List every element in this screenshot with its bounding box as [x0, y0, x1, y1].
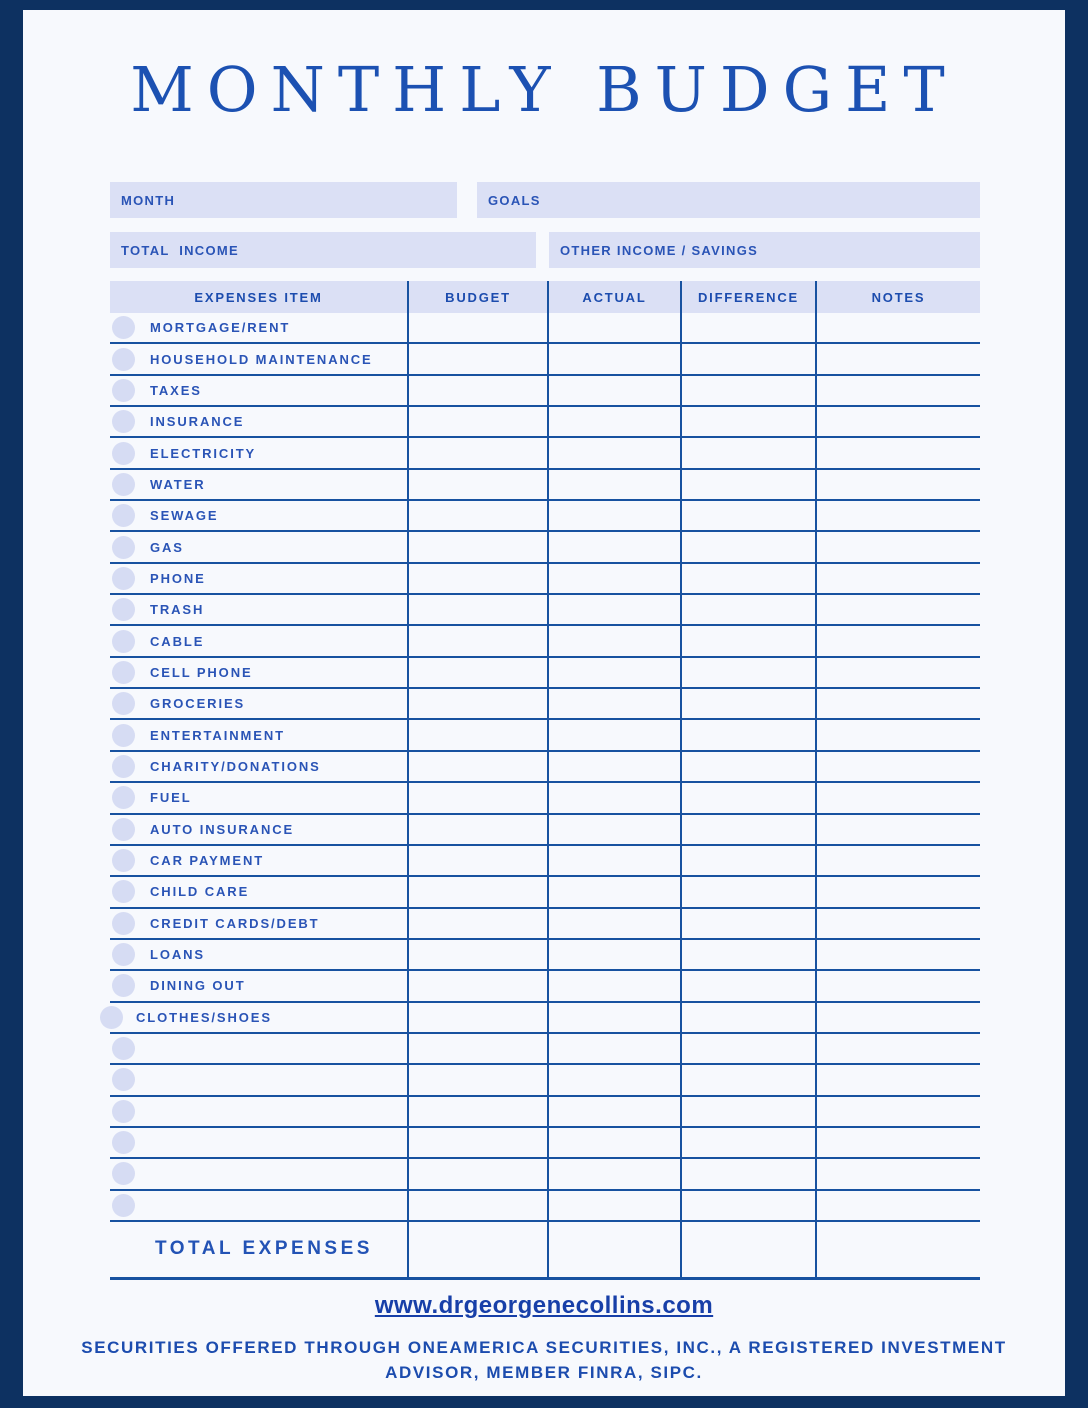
expense-item-cell	[110, 971, 407, 1000]
expense-item-cell	[110, 1097, 407, 1126]
notes-cell[interactable]	[815, 971, 980, 1000]
notes-cell[interactable]	[815, 626, 980, 655]
actual-cell[interactable]	[547, 752, 680, 781]
notes-cell[interactable]	[815, 846, 980, 875]
bullet-circle-icon	[112, 1162, 135, 1185]
bullet-circle-icon	[112, 661, 135, 684]
bullet-circle-icon	[112, 348, 135, 371]
bullet-circle-icon	[112, 724, 135, 747]
actual-cell[interactable]	[547, 532, 680, 561]
expense-item-cell	[110, 407, 407, 436]
bullet-circle-icon	[112, 1194, 135, 1217]
total-income-field[interactable]	[110, 232, 536, 268]
bullet-circle-icon	[112, 1100, 135, 1123]
total-income-field-label: TOTAL INCOME	[121, 242, 240, 258]
securities-disclaimer	[23, 1335, 1065, 1386]
header-budget: BUDGET	[407, 281, 547, 313]
notes-cell[interactable]	[815, 1191, 980, 1220]
notes-cell[interactable]	[815, 1159, 980, 1188]
bullet-circle-icon	[112, 974, 135, 997]
expense-item-label: CREDIT CARDS/DEBT	[150, 915, 320, 931]
budget-cell[interactable]	[407, 877, 547, 906]
expense-row	[110, 1003, 980, 1034]
total-difference-cell[interactable]	[680, 1222, 815, 1277]
budget-cell[interactable]	[407, 564, 547, 593]
actual-cell[interactable]	[547, 1159, 680, 1188]
difference-cell[interactable]	[680, 501, 815, 530]
expense-row	[110, 689, 980, 720]
expenses-table	[110, 281, 980, 1280]
expense-item-label: CAR PAYMENT	[150, 853, 265, 869]
bullet-circle-icon	[112, 410, 135, 433]
expense-row	[110, 407, 980, 438]
difference-cell[interactable]	[680, 344, 815, 373]
bullet-circle-icon	[112, 630, 135, 653]
expense-row	[110, 501, 980, 532]
budget-cell[interactable]	[407, 971, 547, 1000]
expense-item-cell	[110, 877, 407, 906]
empty-expense-row	[110, 1159, 980, 1190]
expense-row	[110, 564, 980, 595]
bullet-circle-icon	[112, 880, 135, 903]
difference-cell[interactable]	[680, 689, 815, 718]
page-title: MONTHLY BUDGET	[130, 53, 958, 126]
difference-cell[interactable]	[680, 376, 815, 405]
expense-item-cell	[110, 438, 407, 467]
notes-cell[interactable]	[815, 344, 980, 373]
expense-item-label: TRASH	[150, 602, 205, 618]
total-expenses-label: TOTAL EXPENSES	[155, 1238, 373, 1260]
difference-cell[interactable]	[680, 626, 815, 655]
table-header-row	[110, 281, 980, 313]
bullet-circle-icon	[112, 567, 135, 590]
bullet-circle-icon	[112, 755, 135, 778]
budget-cell[interactable]	[407, 501, 547, 530]
expense-item-label: FUEL	[150, 790, 192, 806]
bullet-circle-icon	[112, 504, 135, 527]
actual-cell[interactable]	[547, 626, 680, 655]
difference-cell[interactable]	[680, 1159, 815, 1188]
header-expenses-item: EXPENSES ITEM	[194, 289, 323, 305]
difference-cell[interactable]	[680, 407, 815, 436]
notes-cell[interactable]	[815, 940, 980, 969]
actual-cell[interactable]	[547, 376, 680, 405]
actual-cell[interactable]	[547, 689, 680, 718]
expense-item-label: CLOTHES/SHOES	[136, 1009, 272, 1025]
actual-cell[interactable]	[547, 1034, 680, 1063]
expense-item-cell	[110, 470, 407, 499]
actual-cell[interactable]	[547, 407, 680, 436]
difference-cell[interactable]	[680, 438, 815, 467]
expense-item-label: INSURANCE	[150, 414, 245, 430]
difference-cell[interactable]	[680, 1034, 815, 1063]
difference-cell[interactable]	[680, 720, 815, 749]
actual-cell[interactable]	[547, 971, 680, 1000]
actual-cell[interactable]	[547, 940, 680, 969]
expense-item-cell	[110, 1034, 407, 1063]
expense-row	[110, 313, 980, 344]
other-income-savings-field-label: OTHER INCOME / SAVINGS	[560, 242, 759, 258]
budget-cell[interactable]	[407, 470, 547, 499]
expense-item-label: CELL PHONE	[150, 664, 253, 680]
total-expenses-label-cell	[110, 1222, 407, 1277]
disclaimer-line-1: SECURITIES OFFERED THROUGH ONEAMERICA SECURITIES, INC., A REGISTERED INVESTMENT	[81, 1337, 1007, 1357]
expense-row	[110, 376, 980, 407]
expense-row	[110, 532, 980, 563]
notes-cell[interactable]	[815, 407, 980, 436]
goals-field-label: GOALS	[488, 192, 541, 208]
footer	[23, 1292, 1065, 1320]
actual-cell[interactable]	[547, 501, 680, 530]
notes-cell[interactable]	[815, 909, 980, 938]
empty-expense-row	[110, 1065, 980, 1096]
budget-cell[interactable]	[407, 689, 547, 718]
expense-row	[110, 815, 980, 846]
bullet-circle-icon	[112, 912, 135, 935]
notes-cell[interactable]	[815, 532, 980, 561]
budget-cell[interactable]	[407, 1191, 547, 1220]
actual-cell[interactable]	[547, 783, 680, 812]
expense-item-label: MORTGAGE/RENT	[150, 320, 291, 336]
goals-field[interactable]	[477, 182, 980, 218]
fields-row-1	[110, 182, 980, 218]
expense-row	[110, 846, 980, 877]
expense-item-label: DINING OUT	[150, 978, 246, 994]
expense-row	[110, 595, 980, 626]
expense-item-cell	[110, 689, 407, 718]
budget-cell[interactable]	[407, 783, 547, 812]
budget-cell[interactable]	[407, 752, 547, 781]
actual-cell[interactable]	[547, 438, 680, 467]
expense-item-cell	[110, 313, 407, 342]
bullet-circle-icon	[112, 943, 135, 966]
expense-item-cell	[110, 1191, 407, 1220]
expense-item-label: LOANS	[150, 947, 205, 963]
expense-item-label: WATER	[150, 476, 206, 492]
difference-cell[interactable]	[680, 1191, 815, 1220]
header-actual: ACTUAL	[547, 281, 680, 313]
total-budget-cell[interactable]	[407, 1222, 547, 1277]
expense-item-cell	[110, 1065, 407, 1094]
actual-cell[interactable]	[547, 313, 680, 342]
bullet-circle-icon	[112, 316, 135, 339]
expense-item-label: GAS	[150, 539, 184, 555]
empty-expense-row	[110, 1097, 980, 1128]
difference-cell[interactable]	[680, 658, 815, 687]
budget-cell[interactable]	[407, 1065, 547, 1094]
total-actual-cell[interactable]	[547, 1222, 680, 1277]
header-notes: NOTES	[815, 281, 980, 313]
expense-item-cell	[110, 344, 407, 373]
difference-cell[interactable]	[680, 815, 815, 844]
notes-cell[interactable]	[815, 783, 980, 812]
expense-row	[110, 940, 980, 971]
notes-cell[interactable]	[815, 1128, 980, 1157]
actual-cell[interactable]	[547, 595, 680, 624]
other-income-savings-field[interactable]	[549, 232, 980, 268]
difference-cell[interactable]	[680, 564, 815, 593]
expense-item-cell	[110, 1159, 407, 1188]
expense-item-label: AUTO INSURANCE	[150, 821, 295, 837]
notes-cell[interactable]	[815, 1034, 980, 1063]
expense-row	[110, 344, 980, 375]
budget-cell[interactable]	[407, 313, 547, 342]
difference-cell[interactable]	[680, 1128, 815, 1157]
expense-item-label: SEWAGE	[150, 508, 219, 524]
budget-cell[interactable]	[407, 1159, 547, 1188]
website-link[interactable]: www.drgeorgenecollins.com	[374, 1291, 714, 1319]
notes-cell[interactable]	[815, 1097, 980, 1126]
expense-item-label: CHILD CARE	[150, 884, 250, 900]
actual-cell[interactable]	[547, 1003, 680, 1032]
notes-cell[interactable]	[815, 1065, 980, 1094]
bullet-circle-icon	[112, 1131, 135, 1154]
budget-cell[interactable]	[407, 815, 547, 844]
budget-cell[interactable]	[407, 595, 547, 624]
budget-cell[interactable]	[407, 1003, 547, 1032]
expense-row	[110, 877, 980, 908]
top-fields	[110, 182, 980, 268]
notes-cell[interactable]	[815, 1003, 980, 1032]
actual-cell[interactable]	[547, 1128, 680, 1157]
expense-item-cell	[110, 376, 407, 405]
expense-row	[110, 720, 980, 751]
notes-cell[interactable]	[815, 438, 980, 467]
budget-cell[interactable]	[407, 438, 547, 467]
difference-cell[interactable]	[680, 532, 815, 561]
budget-cell[interactable]	[407, 344, 547, 373]
notes-cell[interactable]	[815, 689, 980, 718]
bullet-circle-icon	[112, 598, 135, 621]
budget-cell[interactable]	[407, 940, 547, 969]
expense-row	[110, 658, 980, 689]
bullet-circle-icon	[112, 692, 135, 715]
difference-cell[interactable]	[680, 909, 815, 938]
expense-item-cell	[110, 1003, 407, 1032]
expense-item-label: HOUSEHOLD MAINTENANCE	[150, 351, 373, 367]
actual-cell[interactable]	[547, 564, 680, 593]
expense-row	[110, 909, 980, 940]
expense-item-label: TAXES	[150, 382, 202, 398]
expense-item-cell	[110, 626, 407, 655]
actual-cell[interactable]	[547, 344, 680, 373]
expense-rows	[110, 313, 980, 1222]
notes-cell[interactable]	[815, 564, 980, 593]
expense-item-cell	[110, 846, 407, 875]
notes-cell[interactable]	[815, 720, 980, 749]
budget-cell[interactable]	[407, 720, 547, 749]
notes-cell[interactable]	[815, 470, 980, 499]
expense-item-cell	[110, 940, 407, 969]
budget-cell[interactable]	[407, 626, 547, 655]
bullet-circle-icon	[100, 1006, 123, 1029]
expense-item-cell	[110, 532, 407, 561]
expense-row	[110, 438, 980, 469]
notes-cell[interactable]	[815, 752, 980, 781]
notes-cell[interactable]	[815, 877, 980, 906]
budget-cell[interactable]	[407, 909, 547, 938]
bullet-circle-icon	[112, 442, 135, 465]
difference-cell[interactable]	[680, 940, 815, 969]
actual-cell[interactable]	[547, 877, 680, 906]
expense-item-cell	[110, 909, 407, 938]
expense-item-label: CHARITY/DONATIONS	[150, 758, 321, 774]
fields-row-2	[110, 232, 980, 268]
header-difference: DIFFERENCE	[680, 281, 815, 313]
empty-expense-row	[110, 1191, 980, 1222]
difference-cell[interactable]	[680, 313, 815, 342]
budget-cell[interactable]	[407, 846, 547, 875]
expense-item-cell	[110, 720, 407, 749]
month-field-label: MONTH	[121, 192, 176, 208]
expense-item-label: ELECTRICITY	[150, 445, 257, 461]
notes-cell[interactable]	[815, 815, 980, 844]
bullet-circle-icon	[112, 1068, 135, 1091]
expense-item-cell	[110, 501, 407, 530]
expense-item-cell	[110, 815, 407, 844]
budget-cell[interactable]	[407, 376, 547, 405]
notes-cell[interactable]	[815, 658, 980, 687]
difference-cell[interactable]	[680, 1097, 815, 1126]
difference-cell[interactable]	[680, 470, 815, 499]
empty-expense-row	[110, 1034, 980, 1065]
actual-cell[interactable]	[547, 470, 680, 499]
expense-item-label: PHONE	[150, 570, 206, 586]
budget-cell[interactable]	[407, 532, 547, 561]
empty-expense-row	[110, 1128, 980, 1159]
total-notes-cell[interactable]	[815, 1222, 980, 1277]
bullet-circle-icon	[112, 818, 135, 841]
difference-cell[interactable]	[680, 595, 815, 624]
bullet-circle-icon	[112, 849, 135, 872]
difference-cell[interactable]	[680, 783, 815, 812]
expense-item-cell	[110, 1128, 407, 1157]
expense-item-cell	[110, 658, 407, 687]
difference-cell[interactable]	[680, 752, 815, 781]
expense-row	[110, 971, 980, 1002]
notes-cell[interactable]	[815, 313, 980, 342]
actual-cell[interactable]	[547, 1097, 680, 1126]
difference-cell[interactable]	[680, 846, 815, 875]
difference-cell[interactable]	[680, 971, 815, 1000]
expense-item-label: CABLE	[150, 633, 205, 649]
budget-cell[interactable]	[407, 1097, 547, 1126]
actual-cell[interactable]	[547, 815, 680, 844]
bullet-circle-icon	[112, 379, 135, 402]
expense-item-label: ENTERTAINMENT	[150, 727, 285, 743]
disclaimer-line-2: ADVISOR, MEMBER FINRA, SIPC.	[385, 1363, 703, 1383]
expense-item-cell	[110, 564, 407, 593]
expense-row	[110, 783, 980, 814]
difference-cell[interactable]	[680, 1003, 815, 1032]
budget-cell[interactable]	[407, 1034, 547, 1063]
expense-row	[110, 626, 980, 657]
expense-item-cell	[110, 752, 407, 781]
expense-item-label: GROCERIES	[150, 696, 246, 712]
bullet-circle-icon	[112, 473, 135, 496]
difference-cell[interactable]	[680, 877, 815, 906]
expense-row	[110, 752, 980, 783]
actual-cell[interactable]	[547, 909, 680, 938]
notes-cell[interactable]	[815, 501, 980, 530]
bullet-circle-icon	[112, 536, 135, 559]
difference-cell[interactable]	[680, 1065, 815, 1094]
actual-cell[interactable]	[547, 1191, 680, 1220]
budget-cell[interactable]	[407, 407, 547, 436]
actual-cell[interactable]	[547, 720, 680, 749]
expense-item-cell	[110, 783, 407, 812]
budget-cell[interactable]	[407, 1128, 547, 1157]
total-expenses-row	[110, 1222, 980, 1280]
notes-cell[interactable]	[815, 595, 980, 624]
actual-cell[interactable]	[547, 1065, 680, 1094]
budget-sheet	[23, 10, 1065, 1396]
actual-cell[interactable]	[547, 658, 680, 687]
budget-cell[interactable]	[407, 658, 547, 687]
bullet-circle-icon	[112, 786, 135, 809]
expense-item-cell	[110, 595, 407, 624]
actual-cell[interactable]	[547, 846, 680, 875]
notes-cell[interactable]	[815, 376, 980, 405]
month-field[interactable]	[110, 182, 457, 218]
bullet-circle-icon	[112, 1037, 135, 1060]
expense-row	[110, 470, 980, 501]
